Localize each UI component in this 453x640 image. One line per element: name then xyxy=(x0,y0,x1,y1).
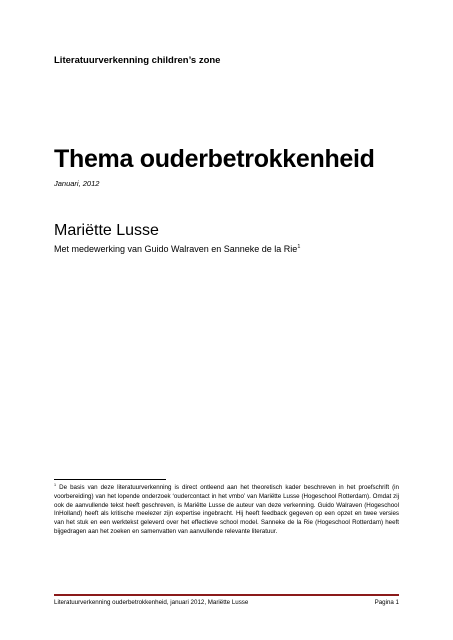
footer-divider xyxy=(54,594,399,596)
footer-document-info: Literatuurverkenning ouderbetrokkenheid, januari 2012, Mariëtte Lusse xyxy=(54,599,249,606)
document-title: Thema ouderbetrokkenheid xyxy=(54,145,375,173)
footnote-reference[interactable]: 1 xyxy=(297,244,301,250)
footnote xyxy=(54,484,399,537)
coauthors-line xyxy=(54,244,300,254)
coauthors-text: Met medewerking van Guido Walraven en Sanneke de la Rie xyxy=(54,244,298,254)
author-name: Mariëtte Lusse xyxy=(54,222,159,239)
footnote-text: De basis van deze literatuurverkenning is direct ontleend aan het theoretisch kader beschreven in het proefschrift (in voorbereiding) van het lopende onderzoek ‘oudercontact in het vmbo’ van Mariëtte Lusse (Hogeschool Rotterdam). Omdat zij ook de aanvullende tekst heeft geschreven, is Mariëtte Lusse de auteur van deze verkenning. Guido Walraven (Hogeschool InHolland) heeft als kritische meelezer zijn expertise ingebracht. Hij heeft feedback gegeven op een opzet en twee versies van het stuk en een werktekst geleverd over het effectieve school model. Sanneke de la Rie (Hogeschool Rotterdam) heeft bijgedragen aan het zoeken en samenvatten van aanvullende relevante literatuur. xyxy=(54,484,399,535)
footnote-marker: 1 xyxy=(54,482,57,487)
footnote-separator xyxy=(54,479,166,480)
header-title: Literatuurverkenning children’s zone xyxy=(54,55,221,66)
document-date: Januari, 2012 xyxy=(54,179,100,188)
footer-page-number: Pagina 1 xyxy=(374,599,399,606)
